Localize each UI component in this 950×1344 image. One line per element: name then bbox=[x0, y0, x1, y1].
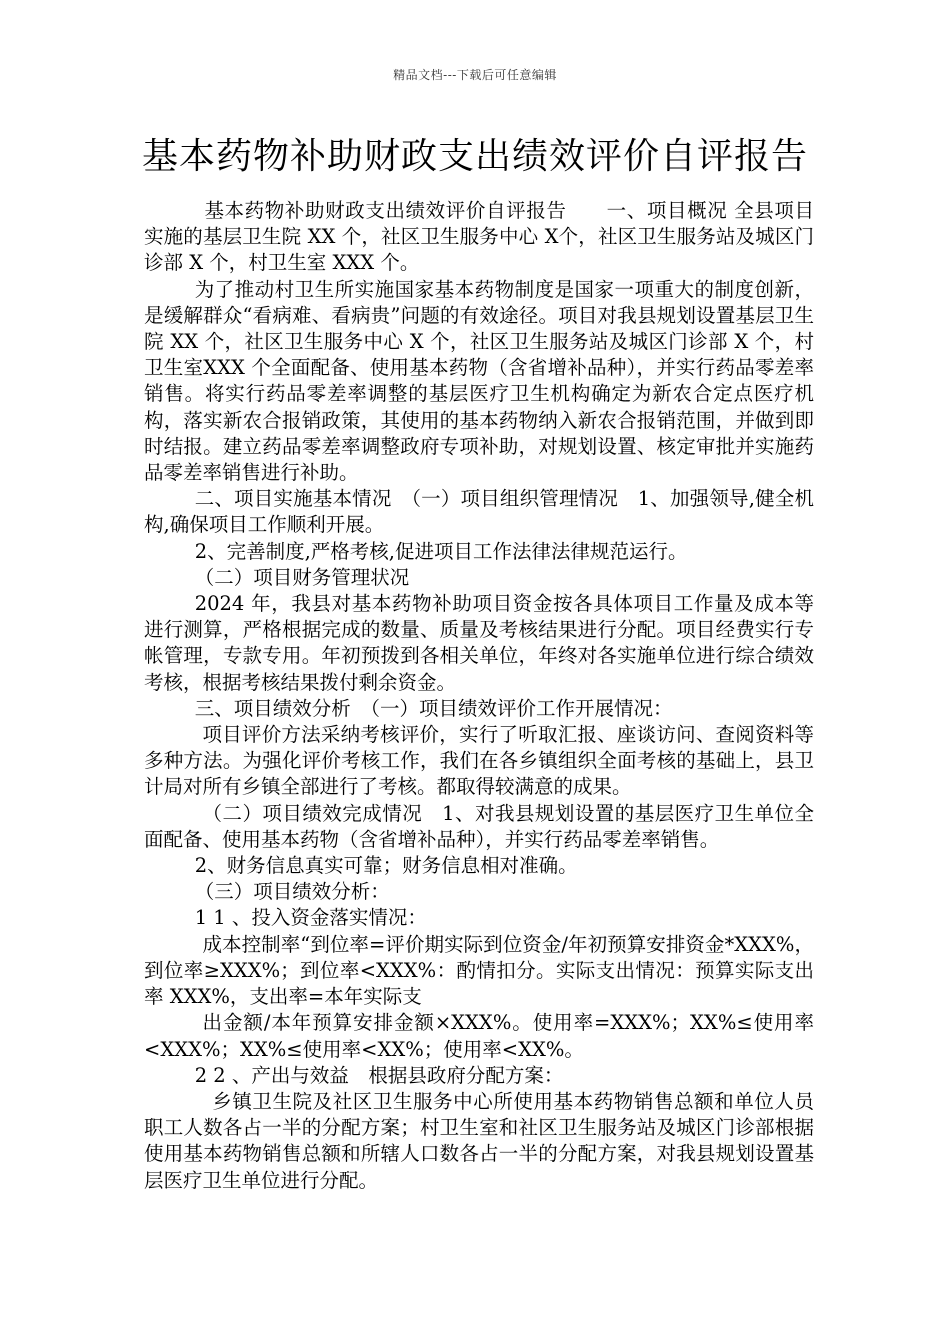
paragraph-evaluation-method: 项目评价方法采纳考核评价，实行了听取汇报、座谈访问、查阅资料等多种方法。为强化评价考核工作，我们在各乡镇组织全面考核的基础上，县卫计局对所有乡镇全部进行了考核。都取得较满意的成果。 bbox=[144, 723, 814, 799]
paragraph-system: 2、完善制度,严格考核,促进项目工作法律法律规范运行。 bbox=[194, 539, 688, 563]
paragraph-completion: （二）项目绩效完成情况 1、对我县规划设置的基层医疗卫生单位全面配备、使用基本药物（含省增补品种），并实行药品零差率销售。 bbox=[144, 801, 814, 851]
page-header: 精品文档---下载后可任意编辑 bbox=[393, 68, 557, 82]
paragraph-cost-control: 成本控制率“到位率=评价期实际到位资金/年初预算安排资金*XXX%，到位率≥XXX%；到位率<XXX%：酌情扣分。实际支出情况：预算实际支出率 XXX%，支出率=本年实际支 bbox=[144, 932, 814, 1009]
paragraph-funding-heading: 1 1 、投入资金落实情况： bbox=[194, 906, 427, 930]
paragraph-overview: 基本药物补助财政支出绩效评价自评报告 一、项目概况 全县项目实施的基层卫生院 XX 个，社区卫生服务中心 X个，社区卫生服务站及城区门诊部 X 个，村卫生室 XXX 个。 bbox=[144, 199, 814, 275]
paragraph-analysis-heading: （三）项目绩效分析： bbox=[194, 880, 390, 904]
paragraph-financial-info: 2、财务信息真实可靠；财务信息相对准确。 bbox=[194, 854, 578, 878]
paragraph-implementation: 二、项目实施基本情况 （一）项目组织管理情况 1、加强领导,健全机构,确保项目工作顺利开展。 bbox=[144, 487, 814, 537]
paragraph-performance-heading: 三、项目绩效分析 （一）项目绩效评价工作开展情况： bbox=[194, 696, 673, 720]
paragraph-output-heading: 2 2 、产出与效益 根据县政府分配方案： bbox=[194, 1063, 564, 1087]
paragraph-usage-rate: 出金额/本年预算安排金额×XXX%。使用率=XXX%；XX%≤使用率<XXX%；XX%≤使用率<XX%；使用率<XX%。 bbox=[144, 1011, 814, 1061]
paragraph-finance: 2024 年，我县对基本药物补助项目资金按各具体项目工作量及成本等进行测算，严格根据完成的数量、质量及考核结果进行分配。项目经费实行专帐管理，专款专用。年初预拨到各相关单位，年终对各实施单位进行综合绩效考核，根据考核结果拨付剩余资金。 bbox=[144, 592, 814, 694]
document-title: 基本药物补助财政支出绩效评价自评报告 bbox=[141, 136, 808, 177]
paragraph-purpose: 为了推动村卫生所实施国家基本药物制度是国家一项重大的制度创新，是缓解群众“看病难、看病贵”问题的有效途径。项目对我县规划设置基层卫生院 XX 个，社区卫生服务中心 X 个，社区卫生服务站及城区门诊部 X 个，村卫生室XXX 个全面配备、使用基本药物（含省增补品种），并实行药品零差率销售。将实行药品零差率调整的基层医疗卫生机构确定为新农合定点医疗机构，落实新农合报销政策，其使用的基本药物纳入新农合报销范围，并做到即时结报。建立药品零差率调整政府专项补助，对规划设置、核定审批并实施药品零差率销售进行补助。 bbox=[144, 277, 814, 485]
paragraph-allocation: 乡镇卫生院及社区卫生服务中心所使用基本药物销售总额和单位人员职工人数各占一半的分配方案；村卫生室和社区卫生服务站及城区门诊部根据使用基本药物销售总额和所辖人口数各占一半的分配方案，对我县规划设置基层医疗卫生单位进行分配。 bbox=[144, 1089, 814, 1192]
document-body bbox=[144, 198, 814, 1194]
paragraph-finance-heading: （二）项目财务管理状况 bbox=[194, 565, 410, 589]
